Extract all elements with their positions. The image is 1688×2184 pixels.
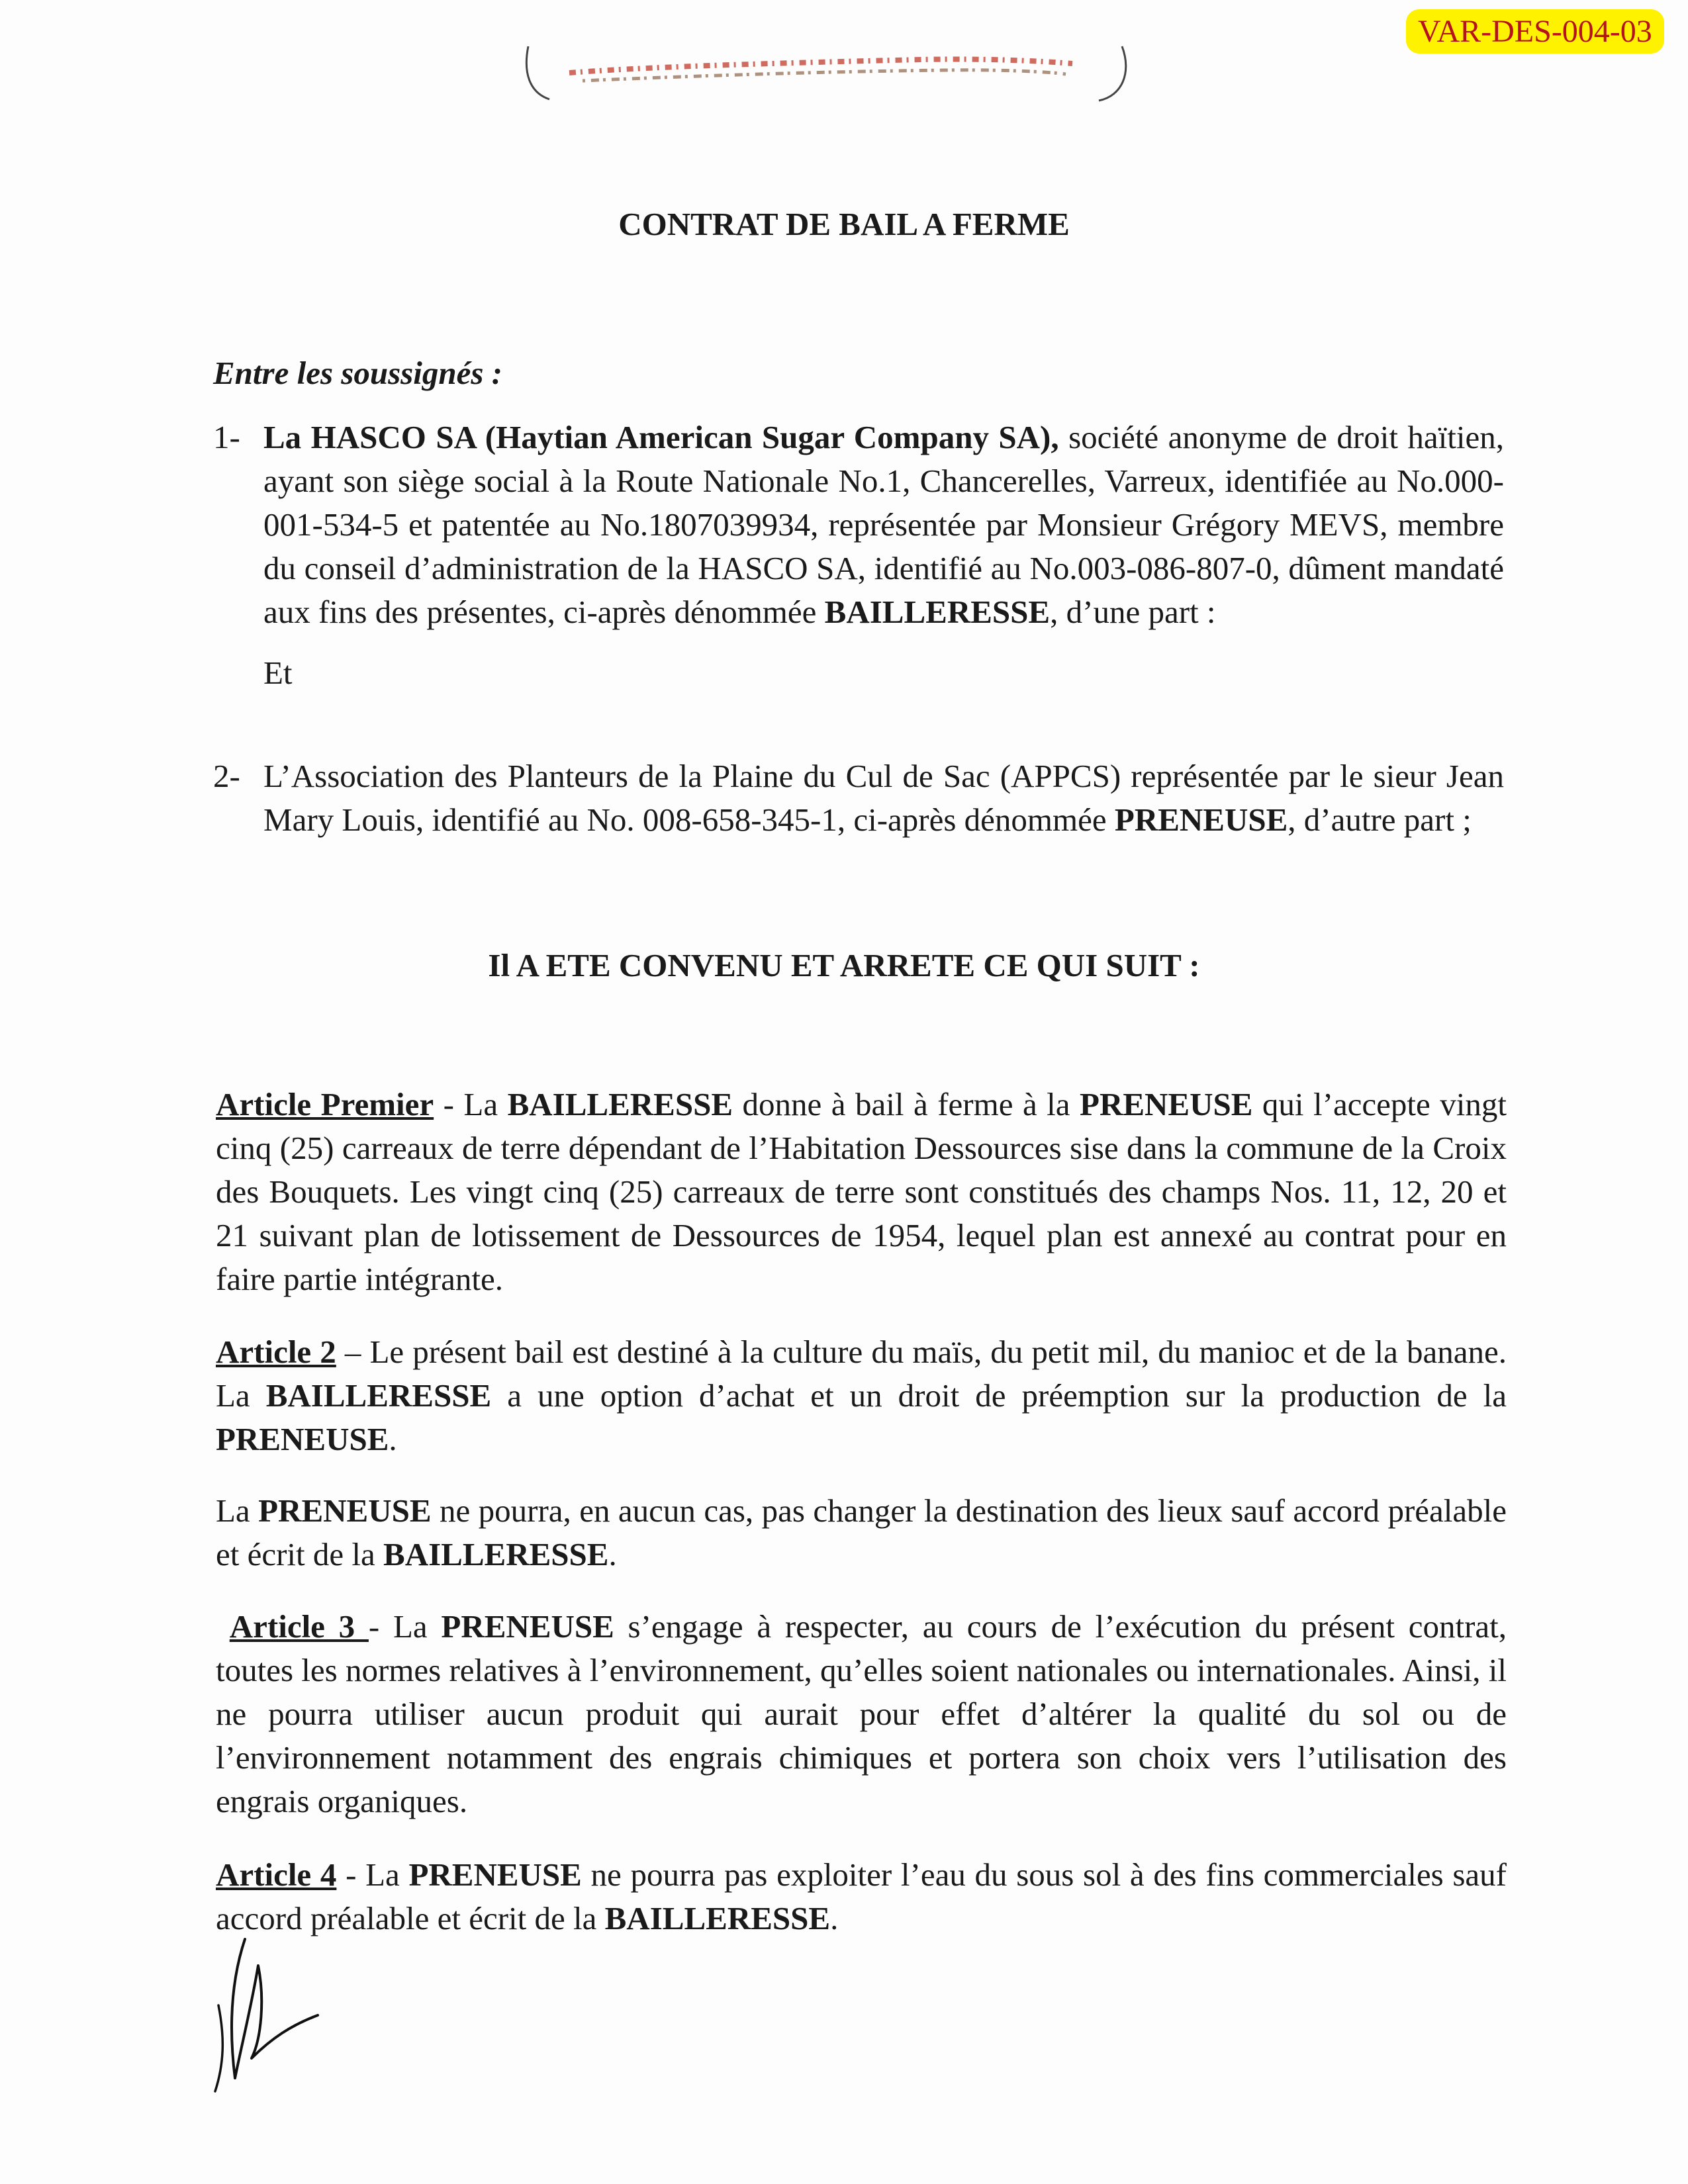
- party-separator: Et: [263, 655, 293, 691]
- article-2: Article 2 – Le présent bail est destiné à la culture du maïs, du petit mil, du manioc et de la banane. La BAILLERESSE a une option d’achat et un droit de préemption sur la production de la PRENEUSE.: [216, 1334, 1507, 1457]
- article-premier: Article Premier - La BAILLERESSE donne à bail à ferme à la PRENEUSE qui l’accepte vingt cinq (25) carreaux de terre dépendant de l’Habitation Dessources sise dans la commune de la Croix des Bouquets. Les vingt cinq (25) carreaux de terre sont constitués des champs Nos. 11, 12, 20 et 21 suivant plan de lotissement de Dessources de 1954, lequel plan est annexé au contrat pour en faire partie intégrante.: [216, 1086, 1507, 1297]
- signature-initials: [205, 1926, 324, 2098]
- article-3: Article 3 - La PRENEUSE s’engage à respecter, au cours de l’exécution du présent contrat, toutes les normes relatives à l’environnement, qu’elles soient nationales ou internationales. Ainsi, il ne pourra utiliser aucun produit qui aurait pour effet d’altérer la qualité du sol ou de l’environnement notamment des engrais chimiques et portera son choix vers l’utilisation des engrais organiques.: [216, 1608, 1507, 1819]
- parties-intro: Entre les soussignés :: [213, 355, 503, 391]
- article-4: Article 4 - La PRENEUSE ne pourra pas exploiter l’eau du sous sol à des fins commerciales sauf accord préalable et écrit de la BAILLERESSE.: [216, 1856, 1507, 1936]
- article-heading: Article Premier: [216, 1086, 434, 1122]
- article-heading: Article 3: [229, 1608, 369, 1645]
- article-heading: Article 2: [216, 1334, 336, 1370]
- document-title: CONTRAT DE BAIL A FERME: [618, 206, 1070, 242]
- party-name: La HASCO SA (Haytian American Sugar Company SA),: [263, 419, 1059, 455]
- agreement-heading: Il A ETE CONVENU ET ARRETE CE QUI SUIT :: [488, 947, 1200, 983]
- party-lessor: 1- La HASCO SA (Haytian American Sugar Company SA), société anonyme de droit haïtien, ayant son siège social à la Route Nationale No.1, Chancerelles, Varreux, identifiée au No.000-001-534-5 et patentée au No.1807039934, représentée par Monsieur Grégory MEVS, membre du conseil d’administration de la HASCO SA, identifié au No.003-086-807-0, dûment mandaté aux fins des présentes, ci-après dénommée BAILLERESSE, d’une part :: [213, 416, 1504, 634]
- document-reference-badge: VAR-DES-004-03: [1406, 9, 1664, 54]
- party-number: 1-: [213, 419, 240, 455]
- stamp-mark: [523, 26, 1132, 126]
- article-heading: Article 4: [216, 1856, 337, 1893]
- party-number: 2-: [213, 758, 240, 794]
- party-lessee: 2- L’Association des Planteurs de la Plaine du Cul de Sac (APPCS) représentée par le sieur Jean Mary Louis, identifié au No. 008-658-345-1, ci-après dénommée PRENEUSE, d’autre part ;: [213, 754, 1504, 842]
- article-2-continued: La PRENEUSE ne pourra, en aucun cas, pas changer la destination des lieux sauf accord préalable et écrit de la BAILLERESSE.: [216, 1492, 1507, 1572]
